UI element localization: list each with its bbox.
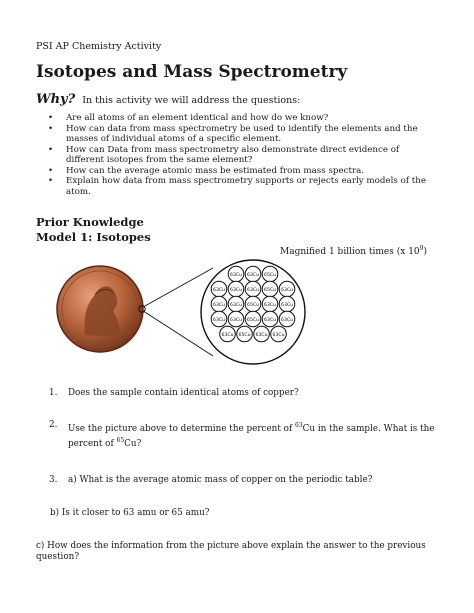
question-3b: b) Is it closer to 63 amu or 65 amu? (50, 508, 210, 518)
magnified-text: Magnified 1 billion times (x 10 (280, 247, 420, 257)
question-number: 3. (49, 475, 58, 485)
atom-label: 63Cu (281, 303, 293, 308)
atom-label: 63Cu (255, 333, 268, 338)
atom-label: 63Cu (230, 303, 242, 308)
magnified-close: ) (423, 247, 427, 257)
q2-iso63: 63 (295, 422, 303, 429)
why-label: Why? (36, 92, 76, 107)
question-3c: c) How does the information from the picture above explain the answer to the previous question? (36, 541, 426, 562)
q2-text-b: Cu in the sample. What is the percent of (68, 423, 435, 449)
penny-image (57, 266, 143, 352)
model-heading: Model 1: Isotopes (36, 230, 151, 244)
atom-label: 63Cu (230, 288, 242, 293)
question-text: Does the sample contain identical atoms of copper? (68, 388, 299, 398)
list-item: • How can the average atomic mass be estimated from mass spectra. (56, 166, 436, 177)
atom-label: 63Cu (230, 273, 242, 278)
q2-text-c: Cu? (124, 438, 142, 449)
list-item: • How can Data from mass spectrometry also demonstrate direct evidence of different isotopes from the same element? (56, 145, 436, 166)
atom-label: 63Cu (247, 273, 259, 278)
atom-label: 63Cu (221, 333, 234, 338)
atom-label: 65Cu (247, 318, 259, 323)
prior-knowledge-heading: Prior Knowledge (36, 215, 144, 229)
why-section (36, 92, 300, 107)
list-item: • Are all atoms of an element identical and how do we know? (56, 113, 436, 124)
atom-label: 65Cu (247, 303, 259, 308)
atom-label: 63Cu (272, 333, 285, 338)
question-number: 2. (49, 420, 58, 430)
atom-label: 63Cu (281, 288, 293, 293)
activity-header: PSI AP Chemistry Activity (36, 41, 162, 52)
question-number: 1. (49, 388, 58, 398)
atom-label: 63Cu (247, 288, 259, 293)
objectives-list (56, 113, 436, 197)
atom-label: 63Cu (213, 288, 225, 293)
isotope-figure (55, 255, 355, 375)
atom-label: 63Cu (264, 303, 276, 308)
page-title: Isotopes and Mass Spectrometry (36, 62, 348, 82)
list-item: • How can data from mass spectrometry be used to identify the elements and the masses of individual atoms of a specific element. (56, 124, 436, 145)
question-text: a) What is the average atomic mass of copper on the periodic table? (68, 475, 373, 485)
atom-label: 65Cu (264, 288, 276, 293)
list-item: • Explain how data from mass spectrometry supports or rejects early models of the atom. (56, 176, 436, 197)
atom-label: 63Cu (281, 318, 293, 323)
atom-label: 65Cu (264, 273, 276, 278)
why-intro: In this activity we will address the questions: (82, 95, 301, 106)
atom-label: 63Cu (230, 318, 242, 323)
q2-iso65: 65 (116, 436, 125, 444)
atom-label: 65Cu (238, 333, 251, 338)
atom-label: 63Cu (264, 318, 276, 323)
atom-label: 63Cu (213, 318, 225, 323)
magnified-exponent: 9 (419, 245, 424, 252)
q2-text-a: Use the picture above to determine the percent of (68, 423, 296, 434)
atom-label: 63Cu (213, 303, 225, 308)
question-text (68, 420, 443, 450)
